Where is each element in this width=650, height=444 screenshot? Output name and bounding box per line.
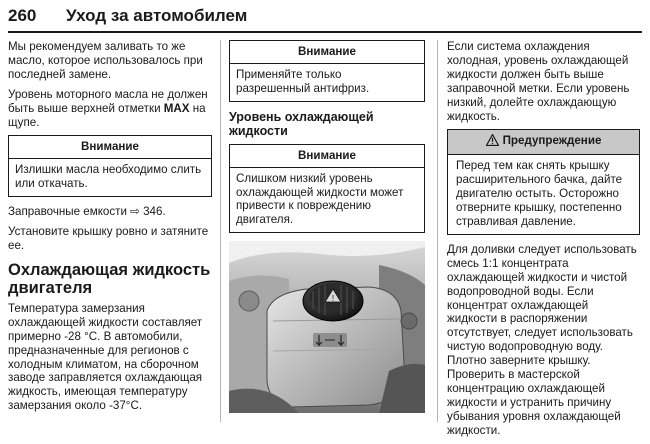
antifreeze-notice-box bbox=[229, 40, 425, 102]
warning-triangle-icon bbox=[486, 134, 499, 150]
warning-box bbox=[447, 129, 640, 234]
column-middle bbox=[229, 40, 425, 413]
oil-level-max-mark: MAX bbox=[163, 101, 190, 115]
page-number: 260 bbox=[8, 6, 37, 25]
oil-level-paragraph bbox=[8, 88, 212, 130]
coolant-section-body: Температура замерзания охлаждающей жидкости составляет примерно -28 °C. В автомобили, предназначенные для регионов с холодным климатом, на сборочном заводе заправляется охлаждающая жидкость, имеющая температуру замерзания около -37°C. bbox=[8, 301, 203, 413]
oil-notice-body: Излишки масла необходимо слить или откачать. bbox=[15, 163, 202, 191]
coolant-reservoir-photo bbox=[229, 241, 425, 413]
capacities-page-ref[interactable]: 346. bbox=[139, 205, 166, 219]
oil-level-text: Уровень моторного масла не должен быть выше верхней отметки bbox=[8, 87, 208, 115]
page-header bbox=[8, 6, 642, 32]
column-divider-2 bbox=[437, 40, 438, 422]
low-coolant-notice-heading: Внимание bbox=[230, 145, 424, 168]
low-coolant-notice-box bbox=[229, 144, 425, 234]
coolant-section-title: Охлаждающая жидкость двигателя bbox=[8, 260, 211, 297]
oil-notice-heading: Внимание bbox=[9, 136, 211, 159]
column-right bbox=[447, 40, 640, 444]
oil-recommendation-paragraph: Мы рекомендуем заливать то же масло, которое использовалось при последней замене. bbox=[8, 40, 203, 81]
column-divider-1 bbox=[220, 40, 221, 422]
capacities-text: Заправочные емкости bbox=[8, 205, 131, 219]
cold-system-paragraph: Если система охлаждения холодная, уровень охлаждающей жидкости должен быть выше заправочной метки. Если уровень низкий, долейте охлаждающую жидкость. bbox=[447, 40, 630, 123]
svg-text:!: ! bbox=[331, 294, 335, 304]
topping-up-paragraph: Для доливки следует использовать смесь 1:1 концентрата охлаждающей жидкости и чистой водопроводной воды. Если концентрат охлаждающей жидкости в распоряжении отсутствует, следует использовать чистую водопроводную воду. Плотно заверните крышку. Проверить в мастерской концентрацию охлаждающей жидкости и устранить причину убывания уровня охлаждающей жидкости. bbox=[447, 242, 637, 437]
photo-code: 17001 T bbox=[233, 247, 263, 257]
oil-notice-box bbox=[8, 135, 212, 197]
low-coolant-notice-body: Слишком низкий уровень охлаждающей жидкости может привести к повреждению двигателя. bbox=[236, 171, 404, 227]
page-title: Уход за автомобилем bbox=[66, 6, 248, 25]
column-left bbox=[8, 40, 212, 419]
warning-heading-text: Предупреждение bbox=[502, 134, 602, 148]
warning-heading bbox=[448, 130, 639, 155]
coolant-reservoir-illustration bbox=[229, 241, 425, 413]
oil-level-text-end: на щупе. bbox=[8, 101, 206, 129]
antifreeze-notice-heading: Внимание bbox=[230, 41, 424, 64]
header-rule bbox=[8, 31, 642, 33]
capacities-reference bbox=[8, 205, 212, 219]
cross-reference-arrow-icon: ⇨ bbox=[130, 205, 140, 219]
coolant-level-title: Уровень охлаждающей жидкости bbox=[229, 109, 374, 139]
cap-instruction: Установите крышку ровно и затяните ее. bbox=[8, 225, 209, 252]
antifreeze-notice-body: Применяйте только разрешенный антифриз. bbox=[236, 67, 370, 95]
warning-body: Перед тем как снять крышку расширительного бачка, дайте двигателю остыть. Осторожно отверните крышку, постепенно стравливая давление. bbox=[456, 159, 623, 228]
